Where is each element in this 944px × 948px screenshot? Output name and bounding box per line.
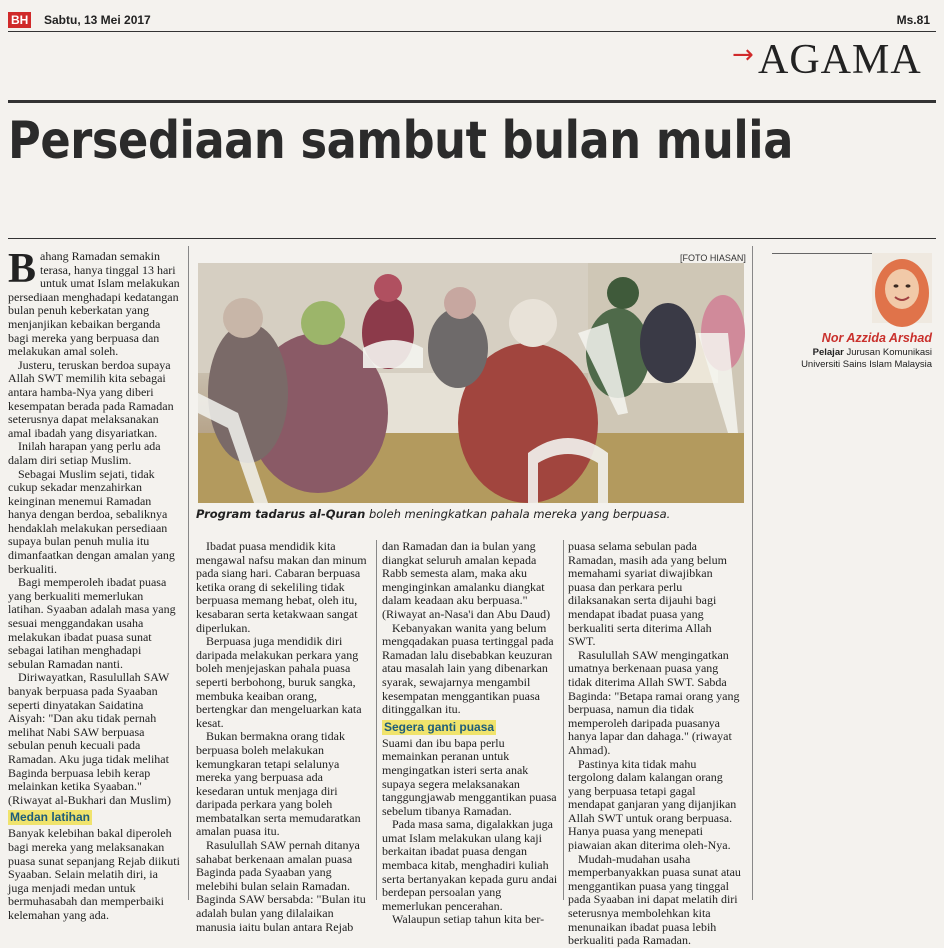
paragraph: puasa selama sebulan pada Ramadan, masih ada yang belum memahami syariat diwajibkan puasa dan perkara perlu dilaksanakan serta dijauhi bagi mendapat ibadat puasa yang berkualiti serta diterima Allah SWT. [568,539,727,649]
paragraph: Inilah harapan yang perlu ada dalam diri setiap Muslim. [8,439,161,467]
column-divider [188,246,189,900]
headline: Persediaan sambut bulan mulia [8,111,793,171]
subheading: Medan latihan [10,810,91,825]
paragraph: Mudah-mudahan usaha memperbanyakkan puasa sunat atau menggantikan puasa yang tinggal pada Syaaban ini dapat melatih diri seterusnya membolehkan kita menunaikan ibadat puasa lebih berkualiti pada Ramadan. [568,851,741,948]
author-role-title: Pelajar [812,347,844,358]
paragraph: Kebanyakan wanita yang belum mengqadakan puasa tertinggal pada Ramadan lalu disebabkan keuzuran atau masalah lain yang dibenarkan syarak, sewajarnya mengambil kesempatan menggantikan puasa ditinggalkan itu. [382,620,554,717]
paragraph: Banyak kelebihan bakal diperoleh bagi mereka yang melaksanakan puasa sunat sepanjang Rejab diikuti Syaaban. Selain melatih diri, ia juga menjadi medan untuk bermuhasabah dan memperbaiki kelemahan yang ada. [8,826,180,922]
paragraph: Justeru, teruskan berdoa supaya Allah SWT memilih kita sebagai antara hamba-Nya yang diberi kesempatan berada pada Ramadan seterusnya dapat melaksanakan amal ibadah yang disyariatkan. [8,357,174,440]
author-role [772,347,932,371]
paragraph: Rasulullah SAW pernah ditanya sahabat berkenaan amalan puasa Baginda pada Syaaban yang melebihi bulan selain Ramadan. Baginda SAW bersabda: "Bulan itu adalah bulan yang dilalaikan manusia iaitu bulan antara Rejab [196,838,366,934]
newspaper-logo: BH [8,12,31,28]
paragraph: dan Ramadan dan ia bulan yang diangkat seluruh amalan kepada Rabb semesta alam, maka aku menginginkan amalanku diangkat dalam keadaan aku berpuasa." (Riwayat an-Nasa'i dan Abu Daud) [382,539,551,621]
paragraph: Pastinya kita tidak mahu tergolong dalam kalangan orang yang berpuasa tetapi gagal mendapat ganjaran yang dijanjikan Allah SWT untuk orang berpuasa. Hanya puasa yang menepati piawaian akan diterima oleh-Nya. [568,756,737,853]
issue-date: Sabtu, 13 Mei 2017 [44,13,151,27]
subheading: Segera ganti puasa [384,719,495,734]
paragraph: ahang Ramadan semakin terasa, hanya tinggal 13 hari untuk umat Islam melakukan persediaan menghadapi kedatangan bulan penuh keberkatan yang menjanjikan kebaikan berganda bagi mereka yang berpuasa dan melakukan amal soleh. [8,249,180,359]
paragraph: Bukan bermakna orang tidak berpuasa boleh melakukan kemungkaran tetapi selalunya mereka yang berpuasa ada kesedaran untuk menjaga diri daripada perkara yang boleh membatalkan serta memudaratkan amalan puasa itu. [196,729,361,839]
paragraph: Ibadat puasa mendidik kita mengawal nafsu makan dan minum pada siang hari. Cabaran berpuasa ketika orang di sekeliling tidak berpuasa memang hebat, oleh itu, kesabaran serta ketakwaan sangat diperlukan. [196,539,367,635]
arrow-right-icon: → [732,40,754,70]
article-photo [198,263,744,503]
paragraph: Diriwayatkan, Rasulullah SAW banyak berpuasa pada Syaaban seperti dinyatakan Saidatina Aisyah: "Dan aku tidak pernah melihat Nabi SAW berpuasa sebulan penuh kecuali pada Ramadan. Aku juga tidak melihat Baginda berpuasa lebih kerap melainkan ketika Syaaban." (Riwayat al-Bukhari dan Muslim) [8,670,171,807]
caption-bold: Program tadarus al-Quran [196,507,366,521]
column-divider [563,540,564,900]
article-column-4 [568,539,742,948]
author-avatar [872,253,932,323]
paragraph: Pada masa sama, digalakkan juga umat Islam melakukan ulang kaji berkaitan ibadat puasa dengan membaca kitab, menghadiri kuliah serta bertanyakan kepada guru andai berdepan persoalan yang memerlukan pencerahan. [382,817,558,913]
header-rule [8,31,936,32]
photo-illustration [198,263,744,503]
photo-caption [196,507,744,521]
article-column-3 [382,539,558,927]
paragraph: Sebagai Muslim sejati, tidak cukup sekadar menzahirkan keinginan menemui Ramadan hanya dengan berdoa, sebaliknya hendaklah melakukan persediaan supaya bulan penuh mulia itu dimanfaatkan dengan amalan yang berkualiti. [8,466,175,576]
article-column-2 [196,539,370,934]
paragraph: Rasulullah SAW mengingatkan umatnya berkenaan puasa yang tidak diterima Allah SWT. Sabda Baginda: "Betapa ramai orang yang berpuasa, namun dia tidak memperoleh daripada puasanya hanya lapar dan dahaga." (riwayat Ahmad). [568,647,740,757]
headline-rule [8,238,936,239]
column-divider [376,540,377,900]
column-divider [752,246,753,900]
paragraph: Walaupun setiap tahun kita ber- [392,912,545,927]
section-title: AGAMA [758,37,922,83]
paragraph: Bagi memperoleh ibadat puasa yang berkualiti memerlukan latihan. Syaaban adalah masa yang sesuai menggandakan usaha melakukan ibadat puasa sunat sebagai latihan menghadapi sebulan Ramadan nanti. [8,575,176,671]
author-role-text: Jurusan Komunikasi Universiti Sains Islam Malaysia [801,347,932,370]
article-column-1 [8,246,180,922]
caption-text: boleh meningkatkan pahala mereka yang berpuasa. [365,507,671,521]
author-name: Nor Azzida Arshad [821,331,932,345]
page-number: Ms.81 [896,13,930,27]
photo-credit: [FOTO HIASAN] [680,253,746,263]
drop-cap: B [8,246,37,292]
avatar-portrait [872,253,932,323]
section-rule [8,100,936,103]
paragraph: Suami dan ibu bapa perlu memainkan peranan untuk mengingatkan isteri serta anak supaya segera melaksanakan tanggungjawab menggantikan puasa sebelum tibanya Ramadan. [382,735,557,818]
paragraph: Berpuasa juga mendidik diri daripada melakukan perkara yang boleh menjejaskan pahala puasa seperti berbohong, buruk sangka, membuka keaiban orang, bertengkar dan mengeluarkan kata kesat. [196,634,362,730]
